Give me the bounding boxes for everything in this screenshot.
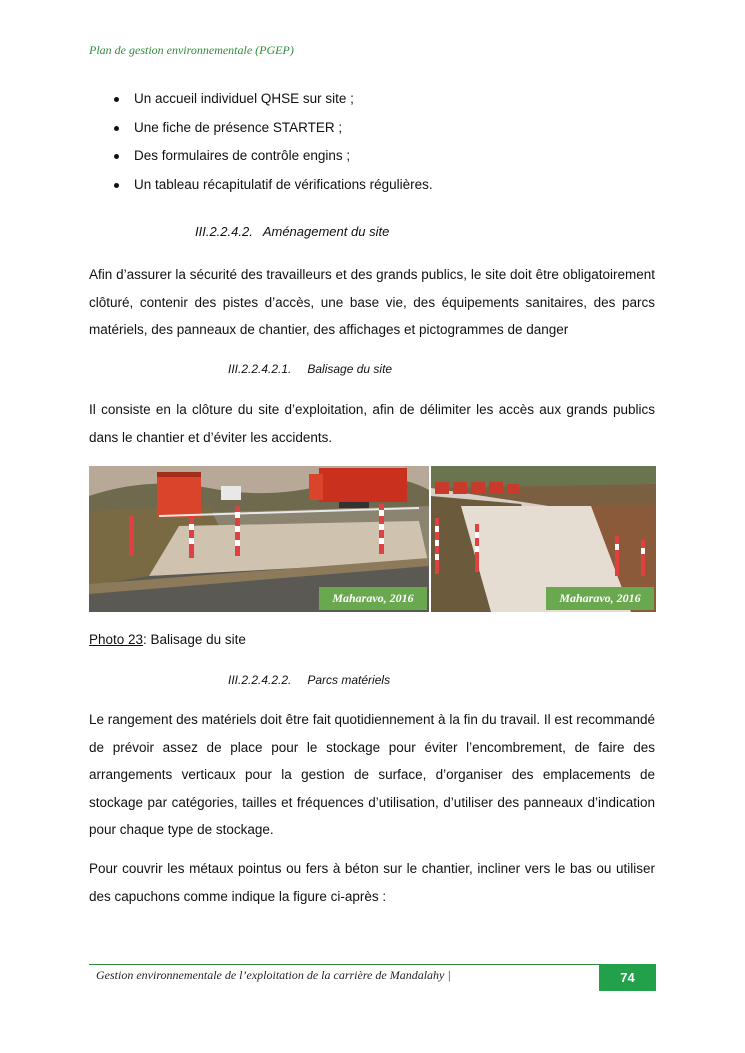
bullet-icon xyxy=(114,154,119,159)
bullet-list xyxy=(89,88,655,202)
section-number: III.2.2.4.2. xyxy=(195,224,253,239)
footer-divider xyxy=(89,964,599,965)
subsection-title: Parcs matériels xyxy=(307,673,391,687)
bullet-icon xyxy=(114,183,119,188)
section-title: Aménagement du site xyxy=(262,224,390,239)
photo-strip xyxy=(89,466,656,612)
page-header: Plan de gestion environnementale (PGEP) xyxy=(89,43,294,57)
photo-credit: Maharavo, 2016 xyxy=(546,587,654,610)
paragraph: Afin d’assurer la sécurité des travailleurs et des grands publics, le site doit être obligatoirement clôturé, contenir des pistes d’accès, une base vie, des équipements sanitaires, des parcs matériels, des panneaux de chantier, des affichages et pictogrammes de danger xyxy=(89,267,655,337)
photo-caption: Photo 23: Balisage du site xyxy=(89,632,246,647)
site-photo-right xyxy=(431,466,656,612)
list-item: Des formulaires de contrôle engins ; xyxy=(89,145,655,174)
paragraph: Il consiste en la clôture du site d’exploitation, afin de délimiter les accès aux grands publics dans le chantier et d’éviter les accidents. xyxy=(89,402,655,445)
subsection-title: Balisage du site xyxy=(307,362,393,376)
site-photo-left xyxy=(89,466,429,612)
subsection-heading xyxy=(228,362,392,376)
page-number: 74 xyxy=(599,964,656,991)
section-heading xyxy=(195,224,389,239)
photo-credit: Maharavo, 2016 xyxy=(319,587,427,610)
bullet-icon xyxy=(114,97,119,102)
subsection-heading xyxy=(228,673,390,687)
paragraph: Le rangement des matériels doit être fait quotidiennement à la fin du travail. Il est recommandé de prévoir assez de place pour le stockage pour éviter l’encombrement, de faire des arrangements verticaux pour la gestion de surface, d’organiser des emplacements de stockage par catégories, tailles et fréquences d’utilisation, d’utiliser des panneaux d’indication pour chaque type de stockage. xyxy=(89,712,655,837)
subsection-number: III.2.2.4.2.1. xyxy=(228,362,292,376)
list-item: Une fiche de présence STARTER ; xyxy=(89,117,655,146)
subsection-number: III.2.2.4.2.2. xyxy=(228,673,292,687)
list-item: Un tableau récapitulatif de vérifications régulières. xyxy=(89,174,655,203)
photo-reference: Photo 23 xyxy=(89,632,144,647)
bullet-icon xyxy=(114,126,119,131)
paragraph: Pour couvrir les métaux pointus ou fers à béton sur le chantier, incliner vers le bas ou utiliser des capuchons comme indique la figure ci-après : xyxy=(89,861,655,904)
list-item: Un accueil individuel QHSE sur site ; xyxy=(89,88,655,117)
footer-title: Gestion environnementale de l’exploitation de la carrière de Mandalahy | xyxy=(96,968,451,982)
